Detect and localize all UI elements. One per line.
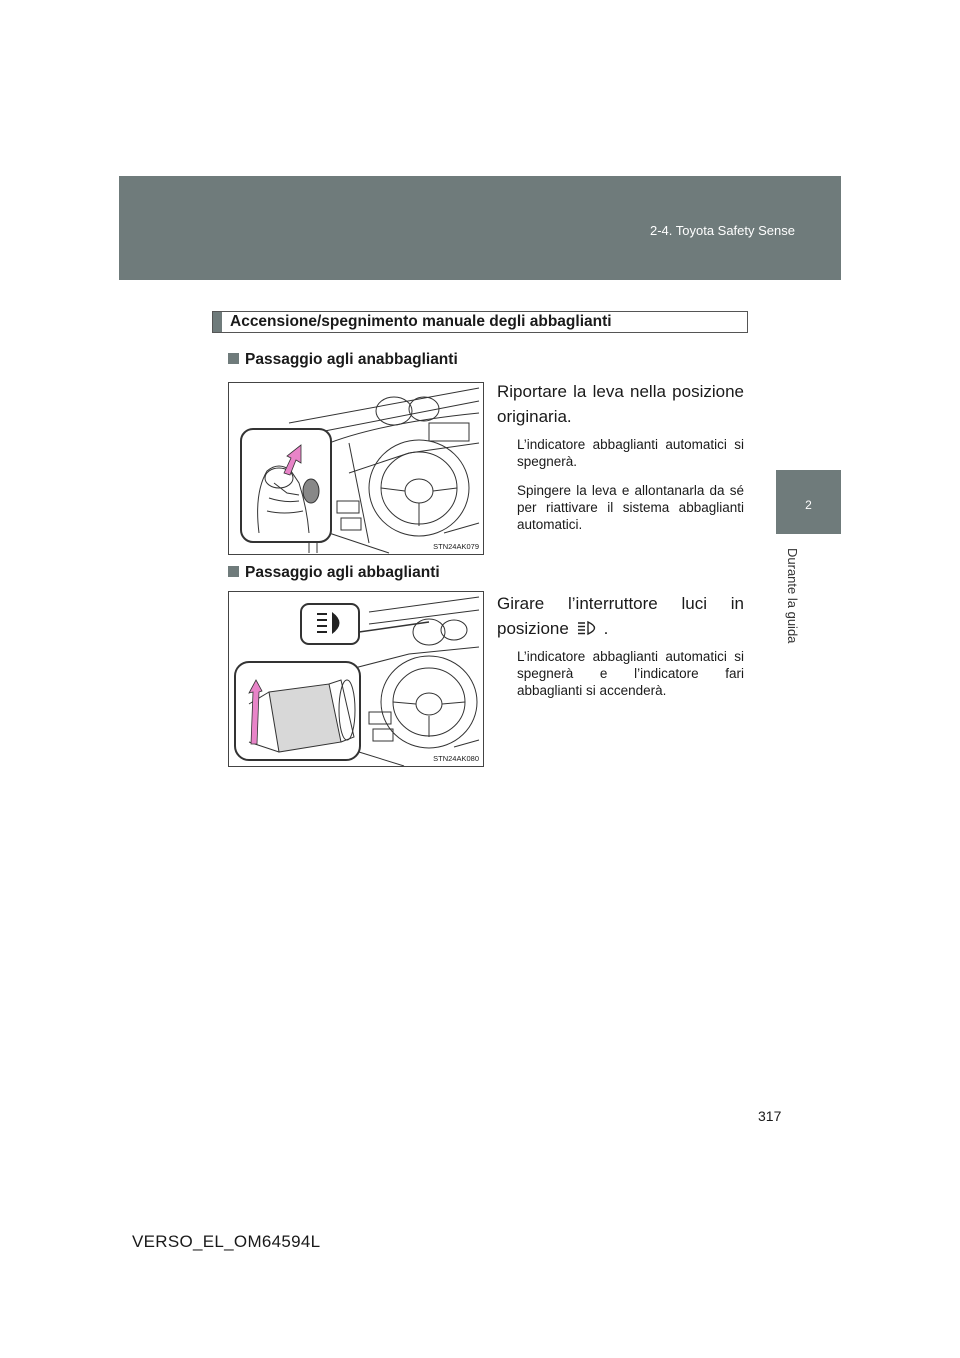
subheading-high-beam: Passaggio agli abbaglianti	[228, 564, 440, 582]
square-bullet-icon	[228, 566, 239, 577]
chapter-number: 2	[805, 498, 812, 512]
note-text: L’indicatore abbaglianti automatici si spegnerà.	[517, 437, 744, 469]
instruction-text: Girare l’interruttore luci in posizione .	[497, 594, 744, 638]
figure-code: STN24AK080	[433, 754, 479, 763]
instruction-text: Riportare la leva nella posizione originaria.	[497, 382, 744, 426]
header-section-title: 2-4. Toyota Safety Sense	[649, 223, 795, 238]
subheading-low-beam: Passaggio agli anabbaglianti	[228, 351, 458, 369]
figure-code: STN24AK079	[433, 542, 479, 551]
note-text: Spingere la leva e allontanarla da sé per riattivare il sistema abbaglianti automatici.	[517, 483, 744, 532]
chapter-label: Durante la guida	[785, 548, 800, 644]
note-text: L’indicatore abbaglianti automatici si spegnerà e l’indicatore fari abbaglianti si accenderà.	[517, 649, 744, 698]
header-band	[119, 176, 841, 280]
figure-lever-pull	[228, 382, 484, 555]
page-number: 317	[758, 1108, 782, 1124]
chapter-tab	[776, 470, 841, 534]
section-title: Accensione/spegnimento manuale degli abbaglianti	[230, 313, 612, 330]
figure-light-switch	[228, 591, 484, 767]
section-heading-box	[212, 311, 748, 333]
square-bullet-icon	[228, 353, 239, 364]
document-code: VERSO_EL_OM64594L	[132, 1232, 321, 1251]
high-beam-icon	[576, 618, 602, 634]
